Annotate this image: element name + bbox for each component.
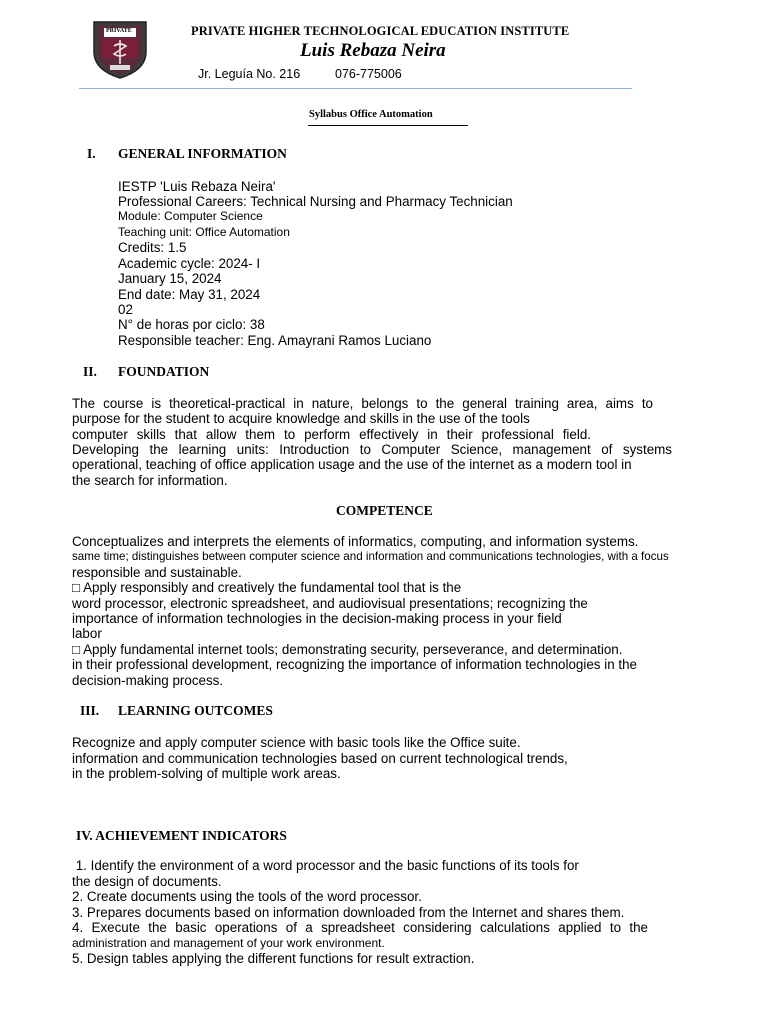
indicator-line: 4. Execute the basic operations of a spreadsheet considering calculations applied to the (72, 920, 648, 935)
competence-line: labor (72, 626, 102, 641)
competence-line: decision-making process. (72, 673, 224, 688)
institute-name: Luis Rebaza Neira (300, 40, 446, 61)
foundation-line: computer skills that allow them to perform effectively in their professional field. (72, 427, 591, 442)
general-line: January 15, 2024 (118, 271, 222, 286)
general-line: End date: May 31, 2024 (118, 287, 261, 302)
competence-line: responsible and sustainable. (72, 565, 242, 580)
competence-line: Conceptualizes and interprets the elements of informatics, computing, and information systems. (72, 534, 639, 549)
competence-line: word processor, electronic spreadsheet, and audiovisual presentations; recognizing the (72, 596, 588, 611)
section-number-foundation: II. (83, 364, 97, 379)
header-divider (79, 88, 632, 89)
foundation-line: the search for information. (72, 473, 228, 488)
competence-line: □ Apply fundamental internet tools; demonstrating security, perseverance, and determination. (72, 642, 623, 657)
section-title-foundation: FOUNDATION (118, 364, 210, 379)
section-title-competence: COMPETENCE (336, 503, 433, 518)
general-line: Module: Computer Science (118, 209, 263, 223)
outcomes-line: in the problem-solving of multiple work areas. (72, 766, 341, 781)
indicator-line: 2. Create documents using the tools of the word processor. (72, 889, 422, 904)
competence-line: same time; distinguishes between computer science and information and communications technologies, with a focus (72, 550, 669, 563)
general-line: Academic cycle: 2024- I (118, 256, 261, 271)
institute-phone: 076-775006 (335, 67, 402, 81)
general-line: IESTP 'Luis Rebaza Neira' (118, 179, 276, 194)
general-line: Teaching unit: Office Automation (118, 225, 290, 239)
section-number-outcomes: III. (80, 703, 100, 718)
indicator-line: 1. Identify the environment of a word processor and the basic functions of its tools for (72, 858, 579, 873)
section-title-general: GENERAL INFORMATION (118, 146, 287, 161)
competence-line: in their professional development, recognizing the importance of information technologies in the (72, 657, 637, 672)
foundation-line: The course is theoretical-practical in nature, belongs to the general training area, aims to (72, 396, 653, 411)
indicator-line: administration and management of your work environment. (72, 936, 385, 950)
general-line: 02 (118, 302, 133, 317)
title-underline (308, 125, 468, 126)
logo-text: PRIVATE (106, 28, 132, 34)
document-title: Syllabus Office Automation (309, 109, 433, 120)
section-title-indicators: IV. ACHIEVEMENT INDICATORS (76, 828, 287, 843)
indicator-line: the design of documents. (72, 874, 222, 889)
foundation-line: purpose for the student to acquire knowledge and skills in the use of the tools (72, 411, 530, 426)
competence-line: importance of information technologies in the decision-making process in your field (72, 611, 562, 626)
institute-address: Jr. Leguía No. 216 (198, 67, 301, 81)
general-line: N° de horas por ciclo: 38 (118, 317, 265, 332)
indicator-line: 3. Prepares documents based on information downloaded from the Internet and shares them. (72, 905, 625, 920)
general-line: Responsible teacher: Eng. Amayrani Ramos Luciano (118, 333, 432, 348)
section-number-general: I. (87, 146, 96, 161)
general-line: Credits: 1.5 (118, 240, 187, 255)
outcomes-line: Recognize and apply computer science with basic tools like the Office suite. (72, 735, 521, 750)
general-line: Professional Careers: Technical Nursing and Pharmacy Technician (118, 194, 513, 209)
indicator-line: 5. Design tables applying the different functions for result extraction. (72, 951, 475, 966)
outcomes-line: information and communication technologies based on current technological trends, (72, 751, 568, 766)
foundation-line: Developing the learning units: Introduction to Computer Science, management of systems (72, 442, 672, 457)
institute-title: PRIVATE HIGHER TECHNOLOGICAL EDUCATION INSTITUTE (191, 24, 570, 38)
foundation-line: operational, teaching of office application usage and the use of the internet as a modern tool in (72, 457, 632, 472)
section-title-outcomes: LEARNING OUTCOMES (118, 703, 273, 718)
competence-line: □ Apply responsibly and creatively the fundamental tool that is the (72, 580, 462, 595)
institute-logo (90, 18, 150, 80)
